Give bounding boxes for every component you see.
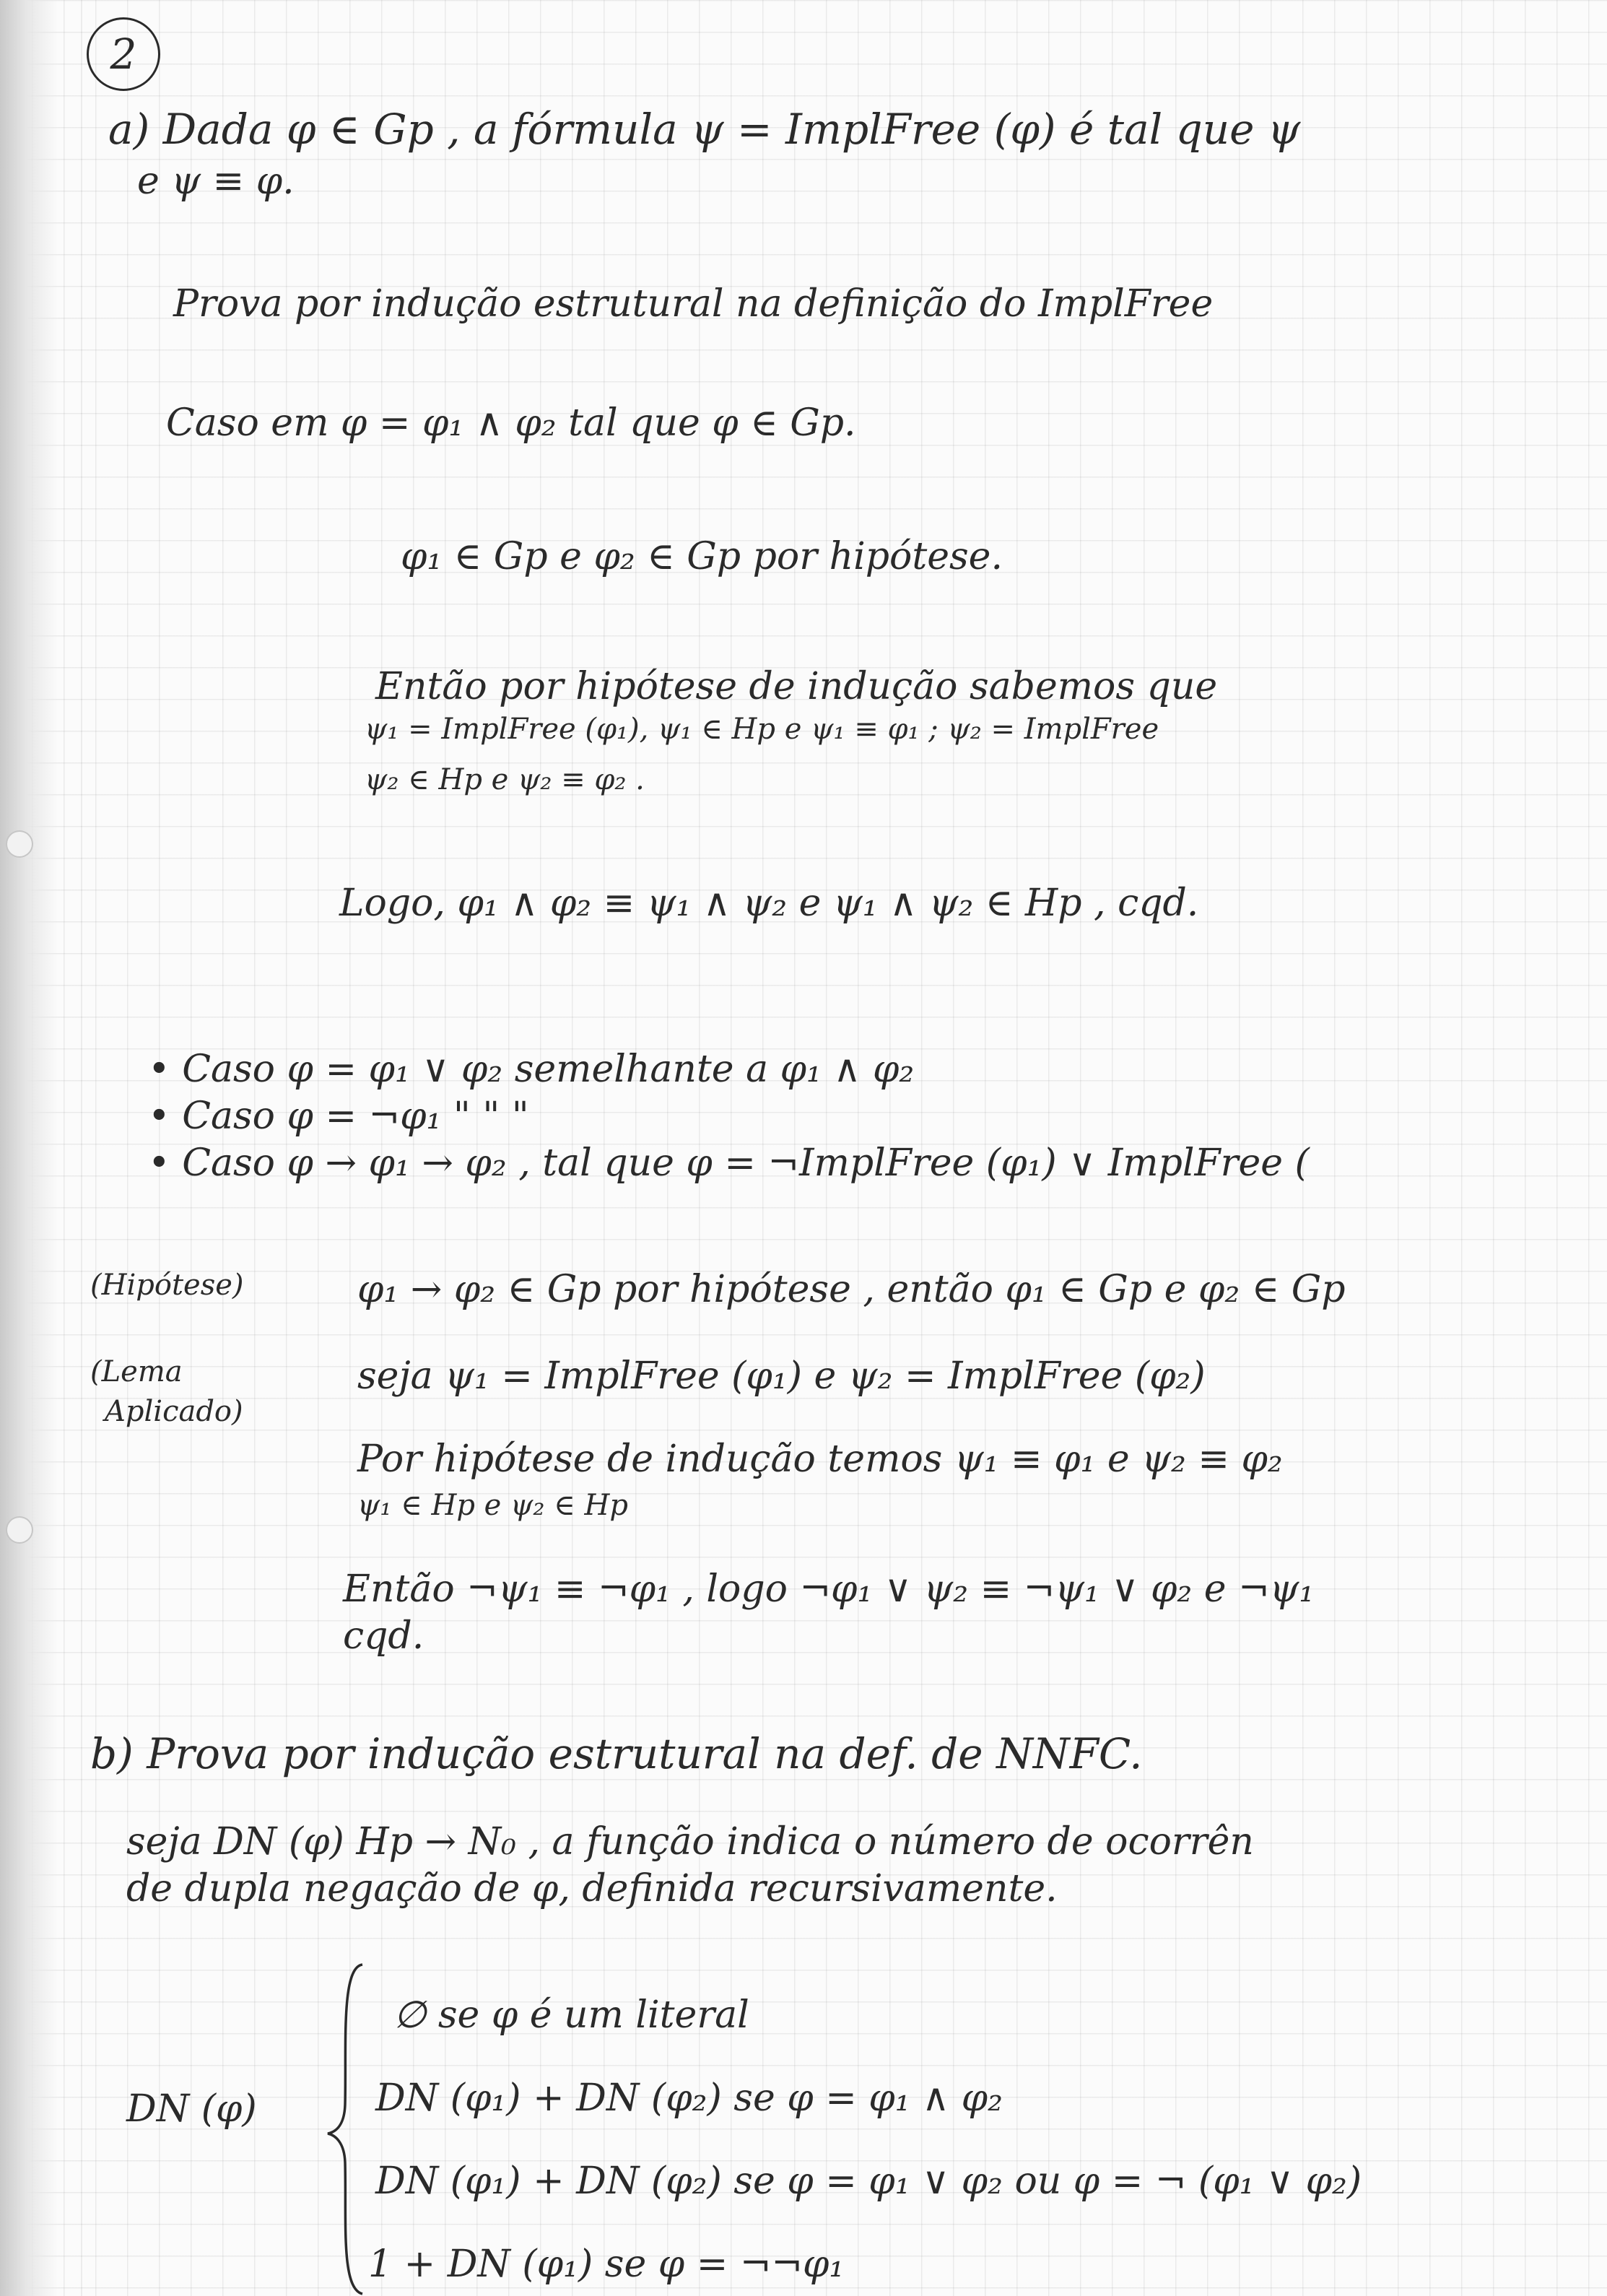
- case-4-line-1: φ₁ → φ₂ ∈ Gp por hipótese , então φ₁ ∈ Gp e φ₂ ∈ Gp: [357, 1268, 1346, 1311]
- case-4-line-2: seja ψ₁ = ImplFree (φ₁) e ψ₂ = ImplFree (φ₂): [357, 1354, 1206, 1398]
- binding-hole: [6, 1516, 33, 1544]
- case-1-induction-line-1: Então por hipótese de indução sabemos que: [375, 665, 1218, 708]
- question-number-circle: [87, 17, 160, 91]
- case-1-title: Caso em φ = φ₁ ∧ φ₂ tal que φ ∈ Gp.: [166, 401, 856, 445]
- dn-definition-and: DN (φ₁) + DN (φ₂) se φ = φ₁ ∧ φ₂: [375, 2077, 1003, 2120]
- definition-brace: [325, 1960, 367, 2296]
- case-4-line-4: ψ₁ ∈ Hp e ψ₂ ∈ Hp: [357, 1489, 628, 1522]
- case-1-induction-line-3: ψ₂ ∈ Hp e ψ₂ ≡ φ₂ .: [365, 763, 645, 796]
- part-a-statement-line-2: e ψ ≡ φ.: [137, 160, 295, 203]
- case-4-line-6: cqd.: [343, 1614, 424, 1658]
- note-lemma-line-2: Aplicado): [105, 1395, 243, 1428]
- case-4-line-3: Por hipótese de indução temos ψ₁ ≡ φ₁ e ψ₂ ≡ φ₂: [357, 1438, 1283, 1481]
- case-1-induction-line-2: ψ₁ = ImplFree (φ₁), ψ₁ ∈ Hp e ψ₁ ≡ φ₁ ; ψ₂ = ImplFree: [365, 713, 1159, 746]
- note-hypothesis: (Hipótese): [90, 1269, 244, 1302]
- dn-definition-literal: ∅ se φ é um literal: [393, 1993, 749, 2037]
- part-b-line-2: seja DN (φ) Hp → N₀ , a função indica o número de ocorrên: [126, 1820, 1254, 1864]
- case-3: • Caso φ = ¬φ₁ " " ": [148, 1095, 529, 1138]
- proof-intro: Prova por indução estrutural na definição do ImplFree: [173, 282, 1214, 326]
- part-a-statement-line-1: a) Dada φ ∈ Gp , a fórmula ψ = ImplFree (φ) é tal que ψ: [108, 105, 1301, 154]
- case-2: • Caso φ = φ₁ ∨ φ₂ semelhante a φ₁ ∧ φ₂: [148, 1048, 915, 1091]
- part-b-title: b) Prova por indução estrutural na def. de NNFC.: [90, 1729, 1143, 1778]
- case-1-hypothesis: φ₁ ∈ Gp e φ₂ ∈ Gp por hipótese.: [401, 535, 1003, 578]
- dn-definition-double-negation: 1 + DN (φ₁) se φ = ¬¬φ₁: [368, 2243, 845, 2286]
- case-1-conclusion: Logo, φ₁ ∧ φ₂ ≡ ψ₁ ∧ ψ₂ e ψ₁ ∧ ψ₂ ∈ Hp , cqd.: [339, 882, 1199, 925]
- case-4-line-5: Então ¬ψ₁ ≡ ¬φ₁ , logo ¬φ₁ ∨ ψ₂ ≡ ¬ψ₁ ∨ φ₂ e ¬ψ₁: [343, 1567, 1315, 1611]
- case-4: • Caso φ → φ₁ → φ₂ , tal que φ = ¬ImplFree (φ₁) ∨ ImplFree (: [148, 1142, 1310, 1185]
- notebook-binding-shadow: [0, 0, 58, 2296]
- question-number: 2: [110, 30, 137, 79]
- part-b-line-3: de dupla negação de φ, definida recursivamente.: [126, 1867, 1058, 1910]
- page-margin-line: [81, 0, 82, 2296]
- dn-definition-or: DN (φ₁) + DN (φ₂) se φ = φ₁ ∨ φ₂ ou φ = ¬ (φ₁ ∨ φ₂): [375, 2160, 1362, 2203]
- note-lemma-line-1: (Lema: [90, 1355, 183, 1388]
- binding-hole: [6, 830, 33, 858]
- dn-label: DN (φ): [126, 2087, 257, 2131]
